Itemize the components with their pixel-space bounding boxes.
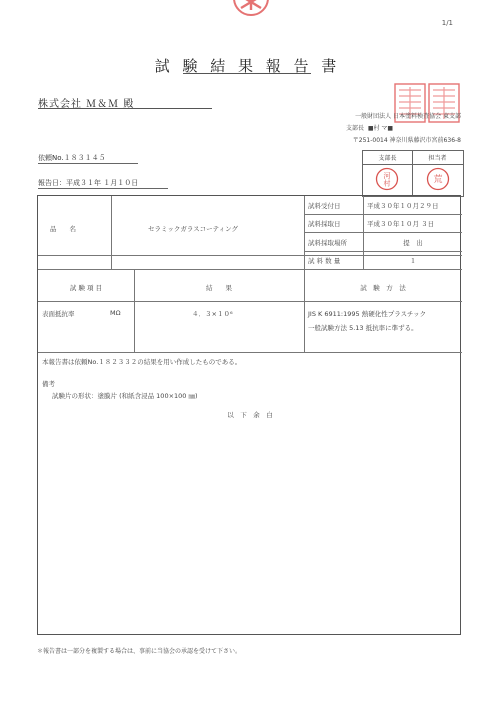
report-date [38, 178, 138, 188]
meta-value-sampled: 平成３０年１０月 ３日 [367, 220, 435, 228]
reference-value: １８３１４５ [63, 154, 106, 162]
meta-label-location: 試料採取場所 [308, 239, 347, 247]
report-date-underline [38, 188, 168, 189]
page-number: 1/1 [441, 19, 453, 27]
meta-value-quantity: １ [409, 257, 417, 265]
sample-label-divider [111, 196, 112, 269]
results-frame [37, 195, 461, 635]
chief-hanko-stamp-line1: 河 [383, 172, 391, 180]
results-header-rule [38, 301, 462, 302]
approval-box [362, 150, 464, 197]
recipient-underline [38, 108, 212, 109]
issuer-address: 〒251-0014 神奈川県藤沢市宮前636-8 [352, 137, 461, 144]
results-col-divider-2 [304, 269, 305, 352]
title-underline [183, 73, 311, 74]
chief-hanko-icon [375, 167, 399, 191]
approval-role-staff: 担当者 [428, 155, 447, 162]
report-date-label: 報告日： [38, 179, 66, 187]
row-method-line1: JIS K 6911:1995 熱硬化性プラスチック [308, 310, 427, 318]
row-test-item: 表面抵抗率 [42, 310, 75, 318]
footer-notice: ＊報告書は一部分を複製する場合は、事前に当協会の承認を受けて下さい。 [37, 648, 242, 655]
results-col-divider-1 [134, 269, 135, 352]
row-method-line2: 一般試験方法 5.13 抵抗率に準ずる。 [308, 324, 418, 332]
issuer-branch-chief [346, 123, 393, 132]
approval-role-chief: 支部長 [378, 155, 397, 162]
results-bottom-rule [38, 352, 462, 353]
staff-hanko-icon [426, 167, 450, 191]
reference-number [38, 153, 106, 163]
header-result: 結 果 [206, 284, 232, 292]
branch-chief-label: 支部長 [346, 125, 365, 132]
report-date-value: 平成３１年 １月１０日 [66, 179, 139, 187]
branch-chief-name: ■村 マ■ [367, 125, 394, 132]
sample-name-label: 品 名 [50, 225, 76, 233]
sample-bottom-rule [38, 269, 462, 270]
top-seal-icon [232, 0, 270, 20]
page-title: 試 験 結 果 報 告 書 [154, 57, 341, 75]
header-method: 試 験 方 法 [360, 284, 406, 292]
meta-rule-1 [304, 214, 462, 215]
meta-rule-2 [304, 232, 462, 233]
staff-hanko-stamp: 荒 [433, 175, 443, 185]
meta-value-received: 平成３０年１０月２９日 [367, 202, 439, 210]
remarks-text: 試験片の形状：塗膜片 (和紙含浸品 100×100 ㎜) [52, 392, 198, 400]
header-test-item: 試 験 項 目 [69, 284, 103, 292]
sample-name-value: セラミックガラスコーティング [148, 225, 239, 233]
approval-header-rule [363, 164, 463, 165]
issuer-organization: 一般財団法人 日本塗料検査協会 東支部 [355, 113, 461, 120]
recipient-name: 株式会社 Ｍ＆Ｍ 殿 [38, 99, 135, 110]
meta-rule-3 [304, 251, 462, 252]
meta-label-quantity: 試 料 数 量 [308, 257, 341, 265]
reference-label: 依頼No. [38, 154, 64, 162]
meta-label-sampled: 試料採取日 [308, 220, 341, 228]
row-unit: MΩ [110, 309, 121, 317]
end-marker: 以 下 余 白 [227, 411, 273, 419]
reference-underline [38, 163, 138, 164]
chief-hanko-stamp-line2: 村 [383, 179, 391, 188]
remarks-label: 備考 [42, 380, 55, 388]
row-result: ４．３×１０⁶ [192, 310, 233, 318]
meta-value-location: 提 出 [403, 239, 423, 247]
meta-label-received: 試料受付日 [308, 202, 341, 210]
created-from-note: 本報告書は依頼No.１８２３３２の結果を用い作成したものである。 [42, 358, 242, 366]
